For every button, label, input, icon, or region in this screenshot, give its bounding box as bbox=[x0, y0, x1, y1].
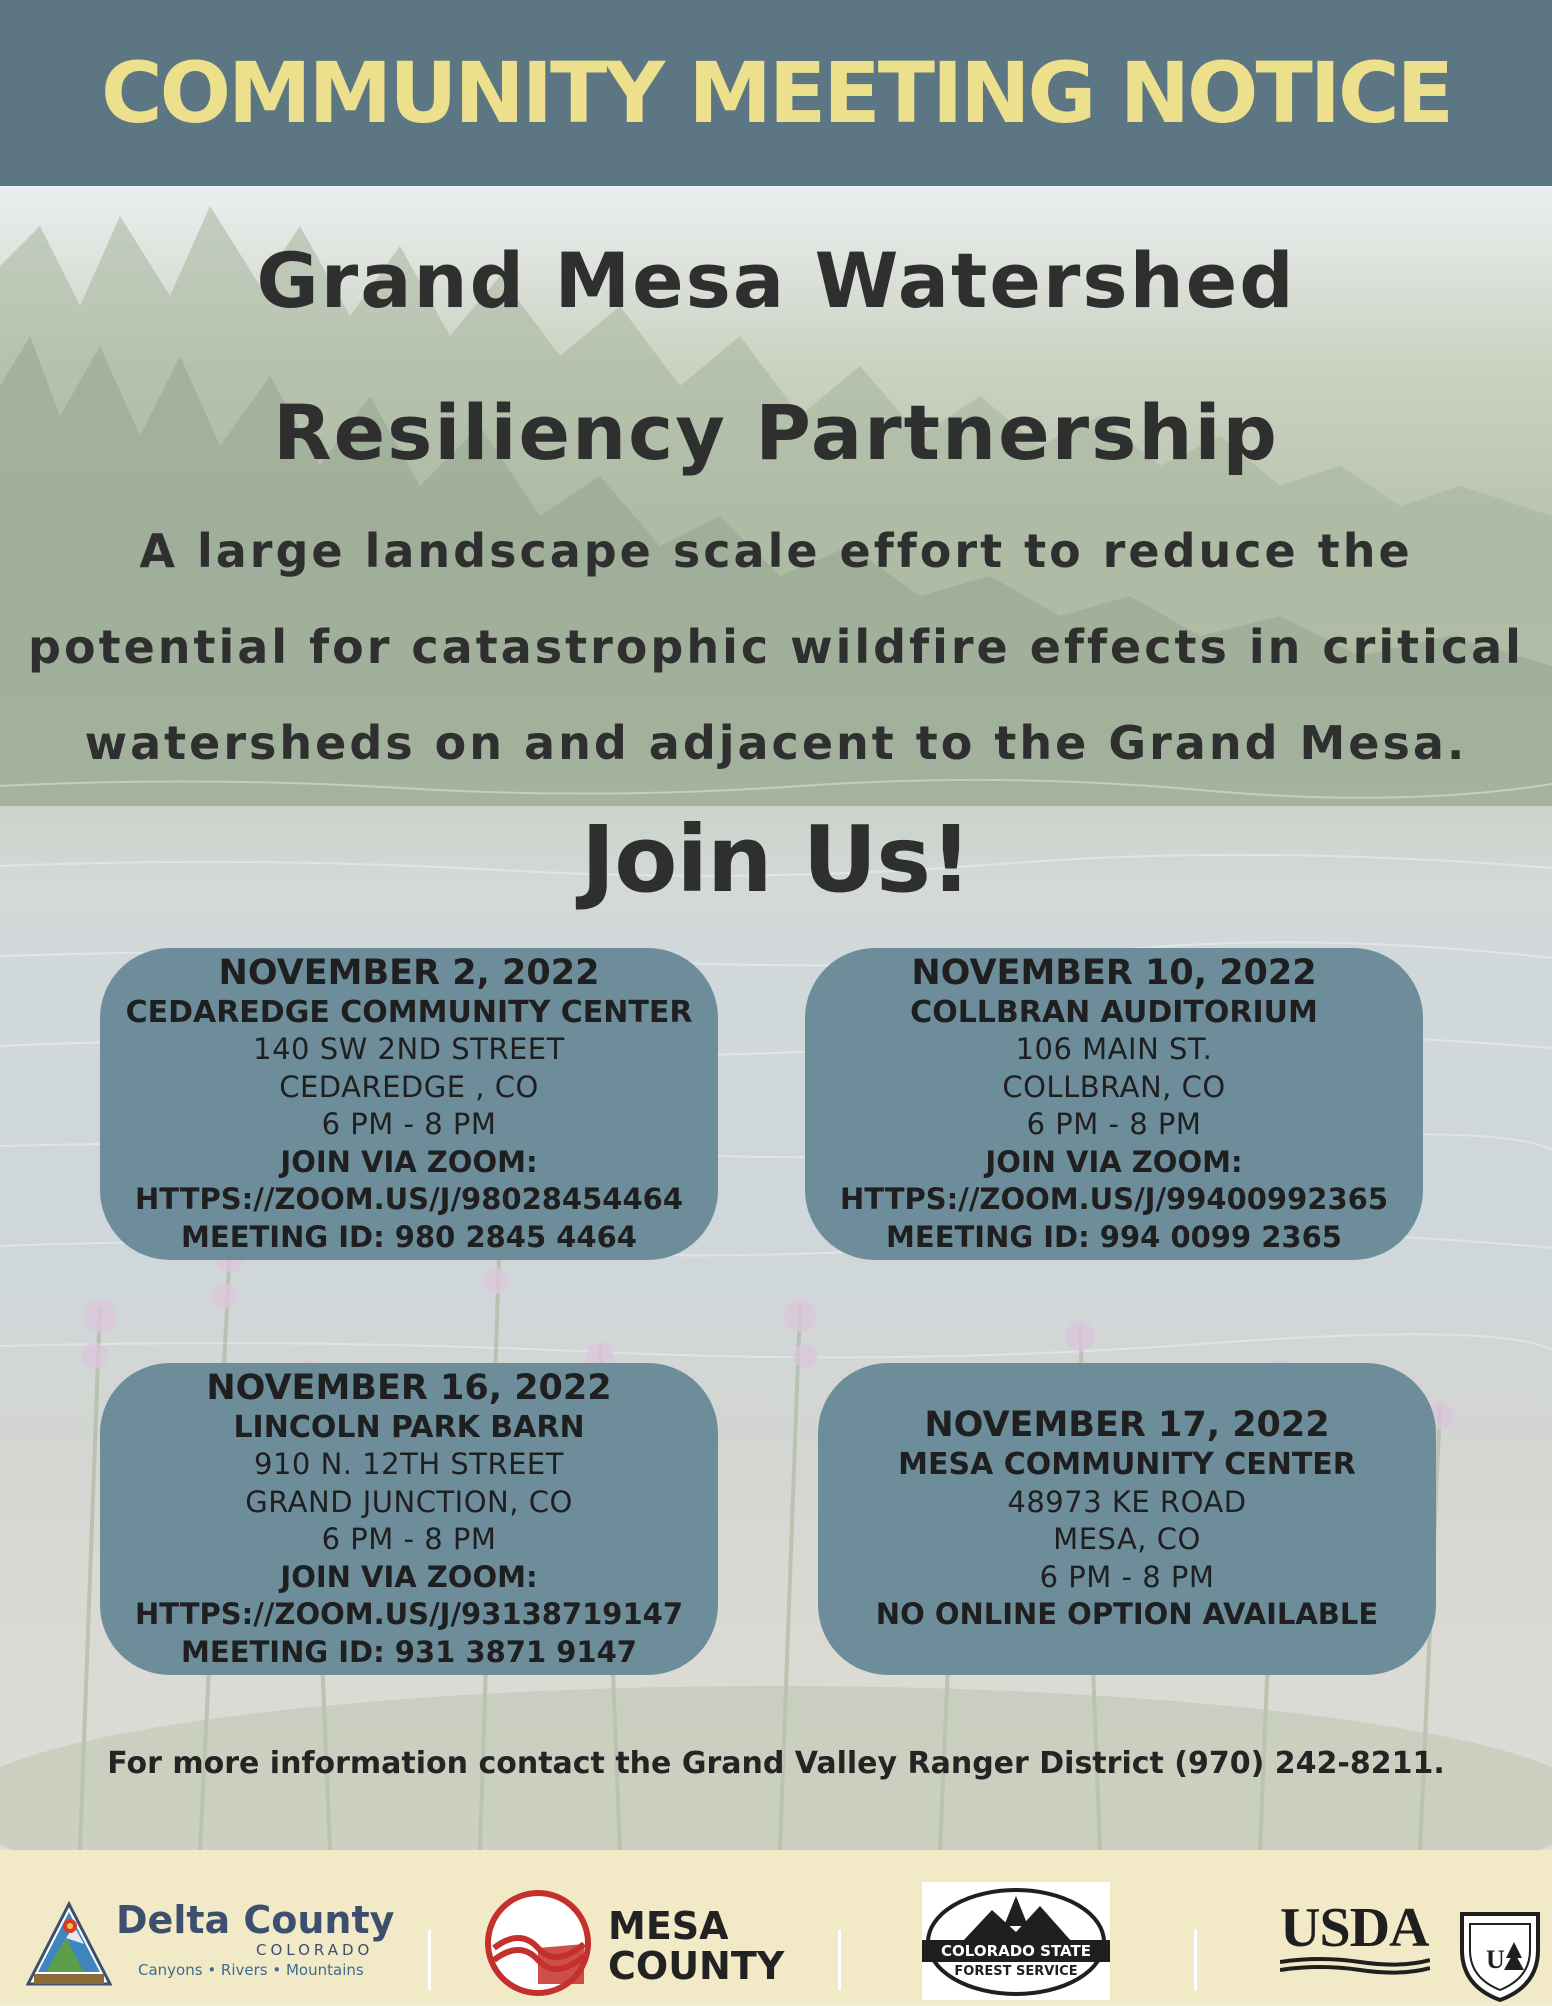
usda-logo bbox=[1280, 1897, 1430, 1980]
footer-divider bbox=[838, 1930, 841, 1990]
zoom-label: JOIN VIA ZOOM: bbox=[280, 1144, 538, 1179]
meeting-city: GRAND JUNCTION, CO bbox=[245, 1484, 573, 1519]
footer-divider bbox=[428, 1930, 431, 1990]
zoom-link[interactable]: HTTPS://ZOOM.US/J/93138719147 bbox=[135, 1597, 683, 1632]
mesa-county-logo bbox=[480, 1888, 790, 1998]
description-line: watersheds on and adjacent to the Grand Mesa. bbox=[84, 716, 1468, 770]
meeting-card-nov-16 bbox=[100, 1363, 718, 1675]
meeting-card-nov-17 bbox=[818, 1363, 1436, 1675]
meeting-date: NOVEMBER 2, 2022 bbox=[218, 952, 600, 993]
meeting-address: 48973 KE ROAD bbox=[1007, 1484, 1247, 1519]
footer-divider bbox=[1194, 1930, 1197, 1990]
contact-info: For more information contact the Grand Valley Ranger District (970) 242-8211. bbox=[107, 1746, 1445, 1781]
zoom-link[interactable]: HTTPS://ZOOM.US/J/98028454464 bbox=[135, 1182, 683, 1217]
meeting-venue: MESA COMMUNITY CENTER bbox=[898, 1447, 1356, 1483]
meeting-id: MEETING ID: 931 3871 9147 bbox=[181, 1634, 637, 1669]
description-line: potential for catastrophic wildfire effects in critical bbox=[28, 620, 1524, 674]
meeting-city: CEDAREDGE , CO bbox=[279, 1069, 539, 1104]
meeting-address: 910 N. 12TH STREET bbox=[254, 1447, 564, 1482]
meeting-id: MEETING ID: 980 2845 4464 bbox=[181, 1219, 637, 1254]
meeting-city: MESA, CO bbox=[1053, 1522, 1201, 1557]
meeting-time: 6 PM - 8 PM bbox=[1026, 1107, 1202, 1142]
usda-wordmark: USDA bbox=[1280, 1897, 1429, 1959]
forest-service-shield-icon bbox=[1458, 1906, 1542, 2002]
zoom-label: JOIN VIA ZOOM: bbox=[985, 1144, 1243, 1179]
event-description bbox=[0, 508, 1552, 796]
mesa-county-line1: MESA bbox=[608, 1904, 729, 1948]
meeting-time: 6 PM - 8 PM bbox=[321, 1107, 497, 1142]
usda-hills-icon bbox=[1280, 1956, 1430, 1980]
csfs-line1: COLORADO STATE bbox=[922, 1940, 1110, 1962]
description-line: A large landscape scale effort to reduce the bbox=[139, 524, 1413, 578]
delta-county-state: COLORADO bbox=[256, 1941, 374, 1959]
page-title: COMMUNITY MEETING NOTICE bbox=[100, 44, 1452, 142]
delta-county-name: Delta County bbox=[116, 1898, 395, 1942]
meeting-date: NOVEMBER 16, 2022 bbox=[206, 1367, 612, 1408]
meeting-city: COLLBRAN, CO bbox=[1002, 1069, 1226, 1104]
meeting-card-nov-10 bbox=[805, 948, 1423, 1260]
no-online-note: NO ONLINE OPTION AVAILABLE bbox=[875, 1597, 1379, 1632]
meeting-address: 140 SW 2ND STREET bbox=[253, 1032, 565, 1067]
meeting-card-nov-2 bbox=[100, 948, 718, 1260]
svg-text:U: U bbox=[1486, 1945, 1505, 1974]
meeting-time: 6 PM - 8 PM bbox=[321, 1522, 497, 1557]
delta-county-tagline: Canyons • Rivers • Mountains bbox=[138, 1961, 364, 1979]
mountain-icon bbox=[26, 1898, 112, 1988]
event-title-line1: Grand Mesa Watershed bbox=[256, 236, 1296, 325]
meeting-time: 6 PM - 8 PM bbox=[1039, 1559, 1215, 1594]
meeting-venue: CEDAREDGE COMMUNITY CENTER bbox=[125, 994, 693, 1030]
csfs-line2: FOREST SERVICE bbox=[954, 1964, 1078, 1979]
meeting-id: MEETING ID: 994 0099 2365 bbox=[886, 1219, 1342, 1254]
meeting-address: 106 MAIN ST. bbox=[1015, 1032, 1213, 1067]
meeting-venue: LINCOLN PARK BARN bbox=[233, 1409, 585, 1445]
delta-county-logo bbox=[26, 1898, 406, 1988]
mesa-county-line2: COUNTY bbox=[608, 1944, 785, 1988]
meeting-venue: COLLBRAN AUDITORIUM bbox=[910, 994, 1318, 1030]
join-us-heading: Join Us! bbox=[581, 806, 971, 913]
forest-service-shield-logo bbox=[1458, 1906, 1542, 2002]
zoom-label: JOIN VIA ZOOM: bbox=[280, 1559, 538, 1594]
event-title-line2: Resiliency Partnership bbox=[273, 388, 1279, 477]
meeting-date: NOVEMBER 17, 2022 bbox=[924, 1405, 1330, 1446]
meeting-date: NOVEMBER 10, 2022 bbox=[911, 952, 1317, 993]
zoom-link[interactable]: HTTPS://ZOOM.US/J/99400992365 bbox=[840, 1182, 1388, 1217]
header-banner bbox=[0, 0, 1552, 186]
colorado-state-forest-service-logo bbox=[922, 1882, 1110, 2000]
mesa-county-emblem-icon bbox=[480, 1888, 598, 1998]
